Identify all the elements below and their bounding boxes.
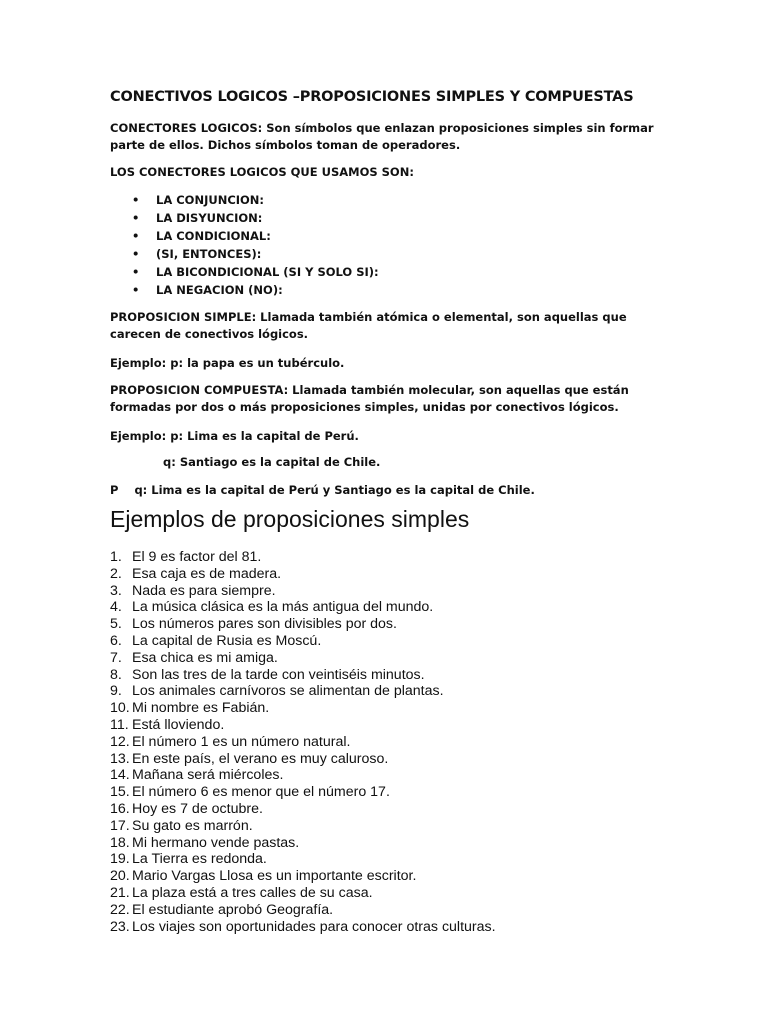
list-item xyxy=(110,616,496,633)
list-item xyxy=(110,751,496,768)
list-item xyxy=(110,801,496,818)
list-item-number: 23. xyxy=(110,918,130,935)
list-item xyxy=(110,633,496,650)
compuesta-example-pq: P q: Lima es la capital de Perú y Santiago es la capital de Chile. xyxy=(110,483,535,497)
examples-heading: Ejemplos de proposiciones simples xyxy=(110,506,470,532)
list-item xyxy=(110,700,496,717)
bullet-item: • LA NEGACION (NO): xyxy=(132,283,283,297)
list-item-number: 9. xyxy=(110,683,122,700)
bullet-item: • LA CONJUNCION: xyxy=(132,193,265,207)
list-item xyxy=(110,885,496,902)
list-item-text: Nada es para siempre. xyxy=(132,582,276,599)
list-item-number: 14. xyxy=(110,767,130,784)
list-item-text: La Tierra es redonda. xyxy=(132,851,267,868)
list-item-number: 11. xyxy=(110,716,129,733)
list-item xyxy=(110,835,496,852)
conectores-definition: CONECTORES LOGICOS: Son símbolos que enlazan proposiciones simples sin formar parte de ellos. Dichos símbolos toman de operadores. xyxy=(110,121,654,152)
list-item-text: Está lloviendo. xyxy=(132,716,225,733)
list-item-text: Mañana será miércoles. xyxy=(132,767,284,784)
compuesta-example-q: q: Santiago es la capital de Chile. xyxy=(163,455,381,469)
list-item-text: Son las tres de la tarde con veintiséis minutos. xyxy=(132,666,425,683)
list-item xyxy=(110,784,496,801)
list-item-number: 18. xyxy=(110,834,130,851)
list-item xyxy=(110,851,496,868)
list-item-text: Mi nombre es Fabián. xyxy=(132,700,270,717)
list-item-number: 19. xyxy=(110,851,130,868)
list-item-number: 16. xyxy=(110,800,130,817)
list-item-text: Mario Vargas Llosa es un importante escritor. xyxy=(132,868,417,885)
bullet-icon: • xyxy=(132,229,140,243)
examples-list xyxy=(110,549,496,935)
list-item-number: 20. xyxy=(110,868,130,885)
list-item xyxy=(110,818,496,835)
bullet-icon: • xyxy=(132,247,140,261)
list-item xyxy=(110,717,496,734)
list-item-number: 21. xyxy=(110,884,130,901)
list-item xyxy=(110,683,496,700)
bullet-icon: • xyxy=(132,265,140,279)
list-item-text: Los animales carnívoros se alimentan de plantas. xyxy=(132,683,444,700)
connector-bullet-list xyxy=(132,191,379,299)
list-item-number: 10. xyxy=(110,700,130,717)
list-item-text: La capital de Rusia es Moscú. xyxy=(132,632,322,649)
simple-example: Ejemplo: p: la papa es un tubérculo. xyxy=(110,356,345,370)
list-item-text: La música clásica es la más antigua del mundo. xyxy=(132,599,434,616)
list-item-text: Esa caja es de madera. xyxy=(132,565,282,582)
list-item-text: El número 6 es menor que el número 17. xyxy=(132,784,390,801)
bullet-item: • LA DISYUNCION: xyxy=(132,211,263,225)
compuesta-example-p: Ejemplo: p: Lima es la capital de Perú. xyxy=(110,429,359,443)
bullet-item: • (SI, ENTONCES): xyxy=(132,247,262,261)
list-item xyxy=(110,902,496,919)
list-item-number: 1. xyxy=(110,549,122,565)
list-item xyxy=(110,868,496,885)
document-title: CONECTIVOS LOGICOS –PROPOSICIONES SIMPLES Y COMPUESTAS xyxy=(110,89,634,105)
compuesta-definition: PROPOSICION COMPUESTA: Llamada también molecular, son aquellas que están formadas por dos o más proposiciones simples, unidas por conectivos lógicos. xyxy=(110,383,629,414)
list-item-text: El 9 es factor del 81. xyxy=(132,549,262,565)
list-item-text: En este país, el verano es muy caluroso. xyxy=(132,750,389,767)
list-item-number: 3. xyxy=(110,582,122,599)
bullet-item: • LA BICONDICIONAL (SI Y SOLO SI): xyxy=(132,265,379,279)
list-item-text: Esa chica es mi amiga. xyxy=(132,649,278,666)
list-item-number: 2. xyxy=(110,565,122,582)
list-item-text: Los números pares son divisibles por dos. xyxy=(132,616,397,633)
list-item-number: 4. xyxy=(110,599,122,616)
list-item-number: 7. xyxy=(110,649,122,666)
list-item xyxy=(110,549,496,566)
list-item-number: 15. xyxy=(110,784,130,801)
list-item xyxy=(110,734,496,751)
bullet-icon: • xyxy=(132,211,140,225)
list-item xyxy=(110,667,496,684)
conectores-intro: LOS CONECTORES LOGICOS QUE USAMOS SON: xyxy=(110,165,414,179)
list-item xyxy=(110,919,496,936)
list-item-text: Mi hermano vende pastas. xyxy=(132,834,300,851)
list-item xyxy=(110,650,496,667)
list-item xyxy=(110,767,496,784)
list-item-text: La plaza está a tres calles de su casa. xyxy=(132,884,373,901)
list-item-number: 12. xyxy=(110,733,130,750)
simple-definition: PROPOSICION SIMPLE: Llamada también atómica o elemental, son aquellas que carecen de conectivos lógicos. xyxy=(110,310,627,341)
list-item-text: Hoy es 7 de octubre. xyxy=(132,800,263,817)
list-item-number: 6. xyxy=(110,632,122,649)
list-item-number: 13. xyxy=(110,750,130,767)
list-item-number: 5. xyxy=(110,616,122,633)
list-item-text: Su gato es marrón. xyxy=(132,817,253,834)
list-item xyxy=(110,599,496,616)
list-item-text: Los viajes son oportunidades para conocer otras culturas. xyxy=(132,918,496,935)
bullet-icon: • xyxy=(132,283,140,297)
bullet-icon: • xyxy=(132,193,140,207)
list-item-text: El número 1 es un número natural. xyxy=(132,733,351,750)
list-item xyxy=(110,566,496,583)
list-item-number: 22. xyxy=(110,901,130,918)
list-item-number: 8. xyxy=(110,666,122,683)
list-item-text: El estudiante aprobó Geografía. xyxy=(132,901,334,918)
list-item xyxy=(110,583,496,600)
list-item-number: 17. xyxy=(110,817,130,834)
bullet-item: • LA CONDICIONAL: xyxy=(132,229,271,243)
